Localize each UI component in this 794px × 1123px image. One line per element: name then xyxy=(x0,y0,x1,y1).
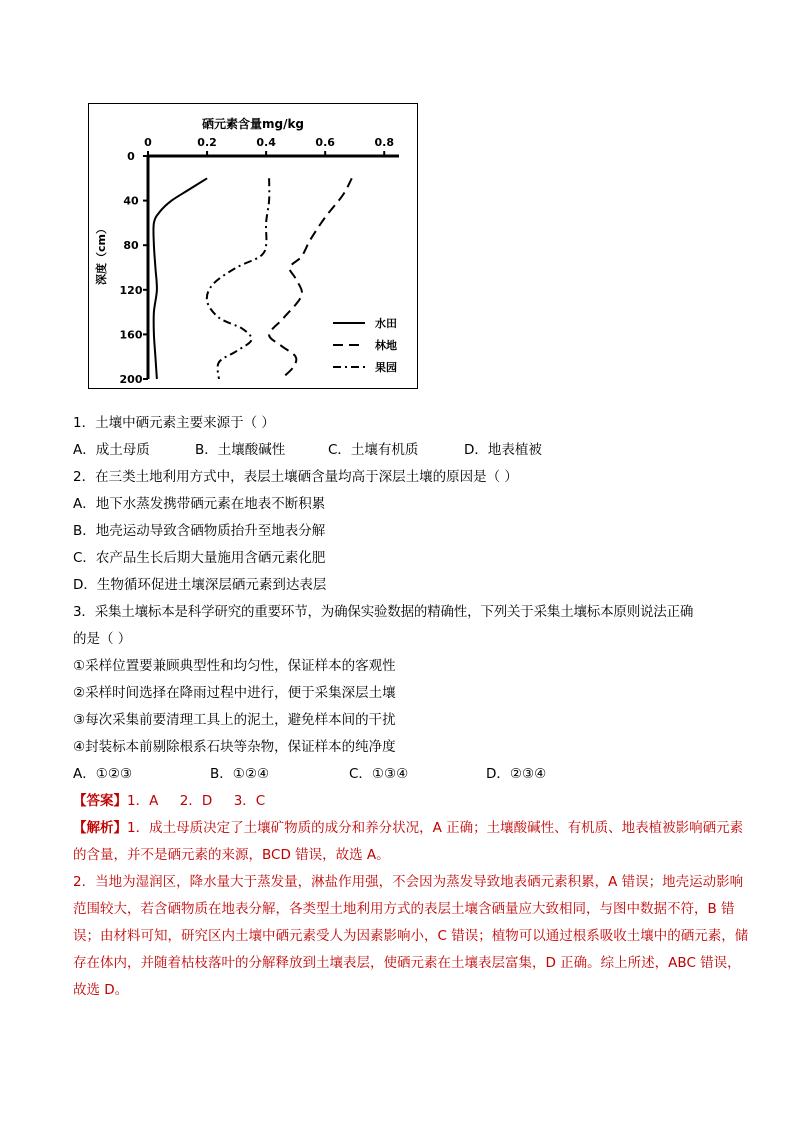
legend-orchard-label: 果园 xyxy=(375,361,397,374)
q3-options xyxy=(73,761,753,788)
q3-option-c: C．①③④ xyxy=(349,766,409,782)
question-content xyxy=(73,410,753,1004)
x-tick-label: 0.6 xyxy=(315,136,335,149)
q3-statement-1: ①采样位置要兼顾典型性和均匀性，保证样本的客观性 xyxy=(73,658,396,674)
answer-text: 1．A 2．D 3．C xyxy=(127,793,266,809)
q3-statement-4: ④封装标本前剔除根系石块等杂物，保证样本的纯净度 xyxy=(73,739,396,755)
q1-stem: 1．土壤中硒元素主要来源于（ ） xyxy=(73,415,275,431)
q3-stem-line1: 3．采集土壤标本是科学研究的重要环节，为确保实验数据的精确性，下列关于采集土壤标本原则说法正确 xyxy=(73,604,694,620)
q2-option-c: C．农产品生长后期大量施用含硒元素化肥 xyxy=(73,550,326,566)
analysis-p1 xyxy=(73,815,753,869)
q1-option-a: A．成土母质 xyxy=(73,442,150,458)
q1-option-d: D．地表植被 xyxy=(464,442,542,458)
q1-option-c: C．土壤有机质 xyxy=(328,442,419,458)
orchard-series-line xyxy=(207,178,269,379)
y-tick-label: 200 xyxy=(119,373,143,386)
q2-option-a: A．地下水蒸发携带硒元素在地表不断积累 xyxy=(73,496,326,512)
legend-forest-label: 林地 xyxy=(375,339,397,352)
x-tick-label: 0.8 xyxy=(374,136,394,149)
analysis-p1-text: 1．成土母质决定了土壤矿物质的成分和养分状况，A 正确；土壤酸碱性、有机质、地表植被影响硒元素的含量，并不是硒元素的来源，BCD 错误，故选 A。 xyxy=(73,820,744,863)
q3-stem-line2: 的是（ ） xyxy=(73,631,132,647)
chart-title: 硒元素含量mg/kg xyxy=(201,117,305,131)
analysis-p2: 2．当地为湿润区，降水量大于蒸发量，淋盐作用强，不会因为蒸发导致地表硒元素积累，A 错误；地壳运动影响范围较大，若含硒物质在地表分解，各类型土地利用方式的表层土壤含硒量应大致相同，与图中数据不符，B 错误；由材料可知，研究区内土壤中硒元素受人为因素影响小，C 错误；植物可以通过根系吸收土壤中的硒元素，储存在体内，并随着枯枝落叶的分解释放到土壤表层，使硒元素在土壤表层富集，D 正确。综上所述，ABC 错误，故选 D。 xyxy=(73,874,749,998)
analysis-label: 【解析】 xyxy=(73,820,127,836)
q1-options xyxy=(73,437,753,464)
y-tick-label: 80 xyxy=(123,239,139,253)
answer-line xyxy=(73,788,753,815)
y-axis-label: 深度（cm） xyxy=(95,223,108,285)
x-tick-label: 0.4 xyxy=(256,136,276,149)
q1-option-b: B．土壤酸碱性 xyxy=(195,442,286,458)
y-tick-label: 160 xyxy=(119,328,143,342)
x-tick-label: 0.2 xyxy=(197,136,217,149)
q3-statement-2: ②采样时间选择在降雨过程中进行，便于采集深层土壤 xyxy=(73,685,396,701)
selenium-depth-chart xyxy=(89,104,419,390)
q2-option-d: D．生物循环促进土壤深层硒元素到达表层 xyxy=(73,577,327,593)
q3-statement-3: ③每次采集前要清理工具上的泥土，避免样本间的干扰 xyxy=(73,712,396,728)
y-tick-label: 120 xyxy=(119,283,143,297)
q3-option-b: B．①②④ xyxy=(210,766,270,782)
y-tick-label: 40 xyxy=(123,194,139,208)
forest-series-line xyxy=(269,178,352,379)
q3-option-d: D．②③④ xyxy=(486,766,547,782)
answer-label: 【答案】 xyxy=(73,793,127,809)
q2-stem: 2．在三类土地利用方式中，表层土壤硒含量均高于深层土壤的原因是（ ） xyxy=(73,469,518,485)
x-tick-label: 0 xyxy=(144,136,152,149)
legend-paddy-label: 水田 xyxy=(375,317,397,330)
y-tick-label: 0 xyxy=(127,150,135,163)
q3-option-a: A．①②③ xyxy=(73,766,133,782)
q2-option-b: B．地壳运动导致含硒物质抬升至地表分解 xyxy=(73,523,326,539)
chart-figure xyxy=(88,103,418,389)
paddy-series-line xyxy=(153,178,207,379)
